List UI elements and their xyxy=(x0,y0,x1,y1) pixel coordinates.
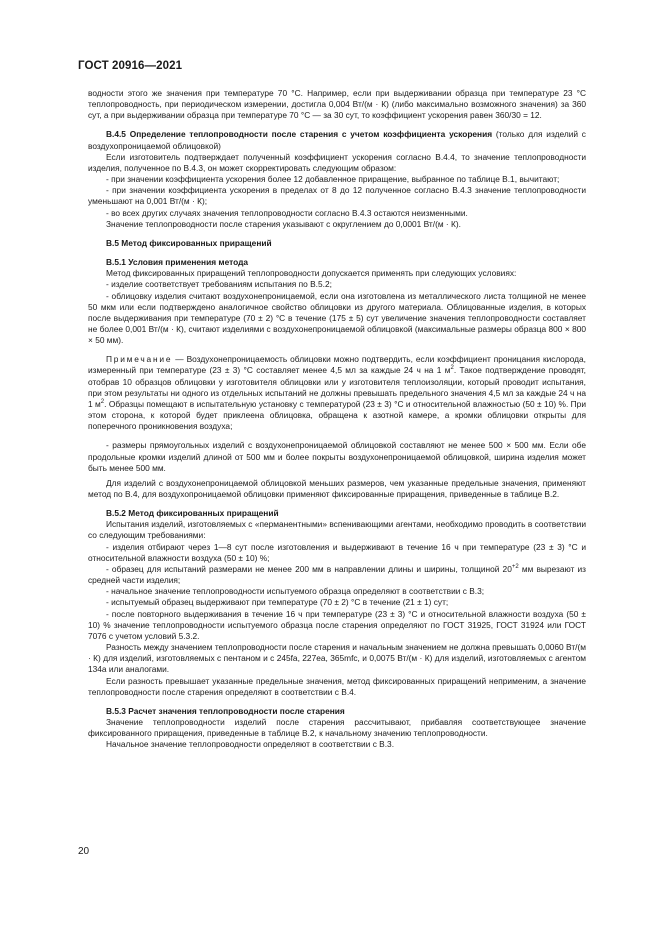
document-body xyxy=(88,88,586,750)
list-item: - при значении коэффициента ускорения в пределах от 8 до 12 полученное согласно В.4.3 значение теплопроводности уменьшают на 0,001 Вт/(м · К); xyxy=(88,185,586,207)
paragraph: Метод фиксированных приращений теплопроводности допускается применять при следующих условиях: xyxy=(106,268,517,279)
paragraph: Разность между значением теплопроводности после старения и начальным значением не должна превышать 0,0060 Вт/(м · К) для изделий, изготовляемых с пентаном и с 245fa, 227ea, 365mfc, и 0,0075 Вт/(м · К) для изделий, изготовляемых с агентом 134а или аналогами. xyxy=(88,642,586,675)
note xyxy=(88,354,586,432)
paragraph: Начальное значение теплопроводности определяют в соответствии с В.3. xyxy=(106,739,395,750)
list-item: - после повторного выдерживания в течение 16 ч при температуре (23 ± 3) °С и относительной влажности воздуха (50 ± 10) % значение теплопроводности испытуемого образца после старения определяют по ГОСТ 31925, ГОСТ 31924 или ГОСТ 7076 с учетом условий 5.3.2. xyxy=(88,608,586,641)
list-item: - при значении коэффициента ускорения более 12 добавленное приращение, выбранное по таблице В.1, вычитают; xyxy=(106,174,560,185)
list-item-text: - образец для испытаний размерами не менее 200 мм в направлении длины и ширины, толщиной 20 xyxy=(106,563,512,574)
list-item: - во всех других случаях значения теплопроводности согласно В.4.3 остаются неизменными. xyxy=(106,207,468,218)
superscript: 2 xyxy=(100,399,105,406)
list-item: - испытуемый образец выдерживают при температуре (70 ± 2) °С в течение (21 ± 1) сут; xyxy=(106,597,449,608)
note-label: Примечание xyxy=(106,354,173,365)
section-b5-heading: В.5 Метод фиксированных приращений xyxy=(106,237,272,248)
section-b45-heading xyxy=(88,129,586,151)
note-text: . Образцы помещают в испытательную установку с температурой (23 ± 3) °С и относительной влажностью (50 ± 10) %. При этом сторона, к которой будет приклеена облицовка, обращена к азотной камере, а кромки облицовки открыты для поперечного проникновения воздуха; xyxy=(88,398,586,432)
superscript: +2 xyxy=(511,564,519,571)
page-number: 20 xyxy=(78,846,90,857)
paragraph: Значение теплопроводности изделий после старения рассчитывают, прибавляя соответствующее значение фиксированного приращения, приведенные в таблице В.2, к начальному значению теплопроводности. xyxy=(88,716,586,739)
list-item: - изделия отбирают через 1—8 сут после изготовления и выдерживают в течение 16 ч при температуре (23 ± 3) °С и относительной влажности воздуха (50 ± 10) %; xyxy=(88,541,586,563)
note-text: — Воздухонепроницаемость облицовки можно подтвердить, если коэффициент проницания кислорода, измеренный при температуре (23 ± 3) °С составляет менее 4,5 мл за каждые 24 ч на 1 м xyxy=(88,354,586,376)
paragraph: Значение теплопроводности после старения указывают с округлением до 0,0001 Вт/(м · К). xyxy=(106,218,461,229)
section-title: В.4.5 Определение теплопроводности после старения с учетом коэффициента ускорения xyxy=(106,129,493,140)
paragraph: Если разность превышает указанные предельные значения, метод фиксированных приращений неприменим, а значение теплопроводности после старения определяют в соответствии с В.4. xyxy=(88,675,586,697)
paragraph: водности этого же значения при температуре 70 °С. Например, если при выдерживании образца при температуре 23 °С теплопроводность, при периодическом измерении, достигла 0,004 Вт/(м · К) (либо максимально возможного значения) за 360 сут, а при выдерживании образца при температуре 70 °С — за 30 сут, то коэффициент ускорения равен 360/30 = 12. xyxy=(88,88,586,121)
section-title-tail: (только для изделий с воздухопроницаемой облицовкой) xyxy=(88,129,586,151)
list-item: - облицовку изделия считают воздухонепроницаемой, если она изготовлена из металлического листа толщиной не менее 50 мкм или если подтверждено аналогичное свойство облицовки из другого материала. Облицованные изделия, в которых после выдерживания при температуре (70 ± 2) °С в течение (175 ± 5) сут увеличение значения теплопроводности составляет не более 0,001 Вт/(м · К), считают изделиями с воздухонепроницаемой облицовкой (максимальные размеры образца 800 × 800 × 50 мм). xyxy=(88,290,586,346)
list-item-text: мм вырезают из средней части изделия; xyxy=(88,563,586,586)
list-item xyxy=(88,564,586,586)
paragraph: Если изготовитель подтверждает полученный коэффициент ускорения согласно В.4.4, то значение теплопроводности изделия, полученное по В.4.3, он может скорректировать следующим образом: xyxy=(88,151,586,173)
list-item: - размеры прямоугольных изделий с воздухонепроницаемой облицовкой составляют не менее 500 × 500 мм. Если обе продольные кромки изделий длиной от 500 мм и более покрыты воздухонепроницаемой облицовкой, ширина изделия может быть менее 500 мм. xyxy=(88,440,586,473)
list-item: - изделие соответствует требованиям испытания по В.5.2; xyxy=(106,279,332,290)
section-b51-heading: В.5.1 Условия применения метода xyxy=(106,257,249,268)
section-b53-heading: В.5.3 Расчет значения теплопроводности после старения xyxy=(106,705,345,716)
paragraph: Для изделий с воздухонепроницаемой облицовкой меньших размеров, чем указанные предельные значения, применяют метод по В.4, для воздухопроницаемой облицовки применяют фиксированные приращения, приведенные в таблице В.2. xyxy=(88,477,586,499)
document-header: ГОСТ 20916—2021 xyxy=(78,60,183,72)
section-b52-heading: В.5.2 Метод фиксированных приращений xyxy=(106,508,279,519)
note-text: . Такое подтверждение проводят, отобрав 10 образцов облицовки у изготовителя облицовки или у изготовителя теплоизоляции, который проводит испытания, при этом результаты ни одного из отдельных испытаний не должны превышать предельного значения 4,5 мл за каждые 24 ч на 1 м xyxy=(88,365,586,409)
list-item: - начальное значение теплопроводности испытуемого образца определяют в соответствии с В.3; xyxy=(106,586,485,597)
paragraph: Испытания изделий, изготовляемых с «перманентными» вспенивающими агентами, необходимо проводить в соответствии со следующим требованиями: xyxy=(88,519,586,541)
superscript: 2 xyxy=(450,365,454,372)
